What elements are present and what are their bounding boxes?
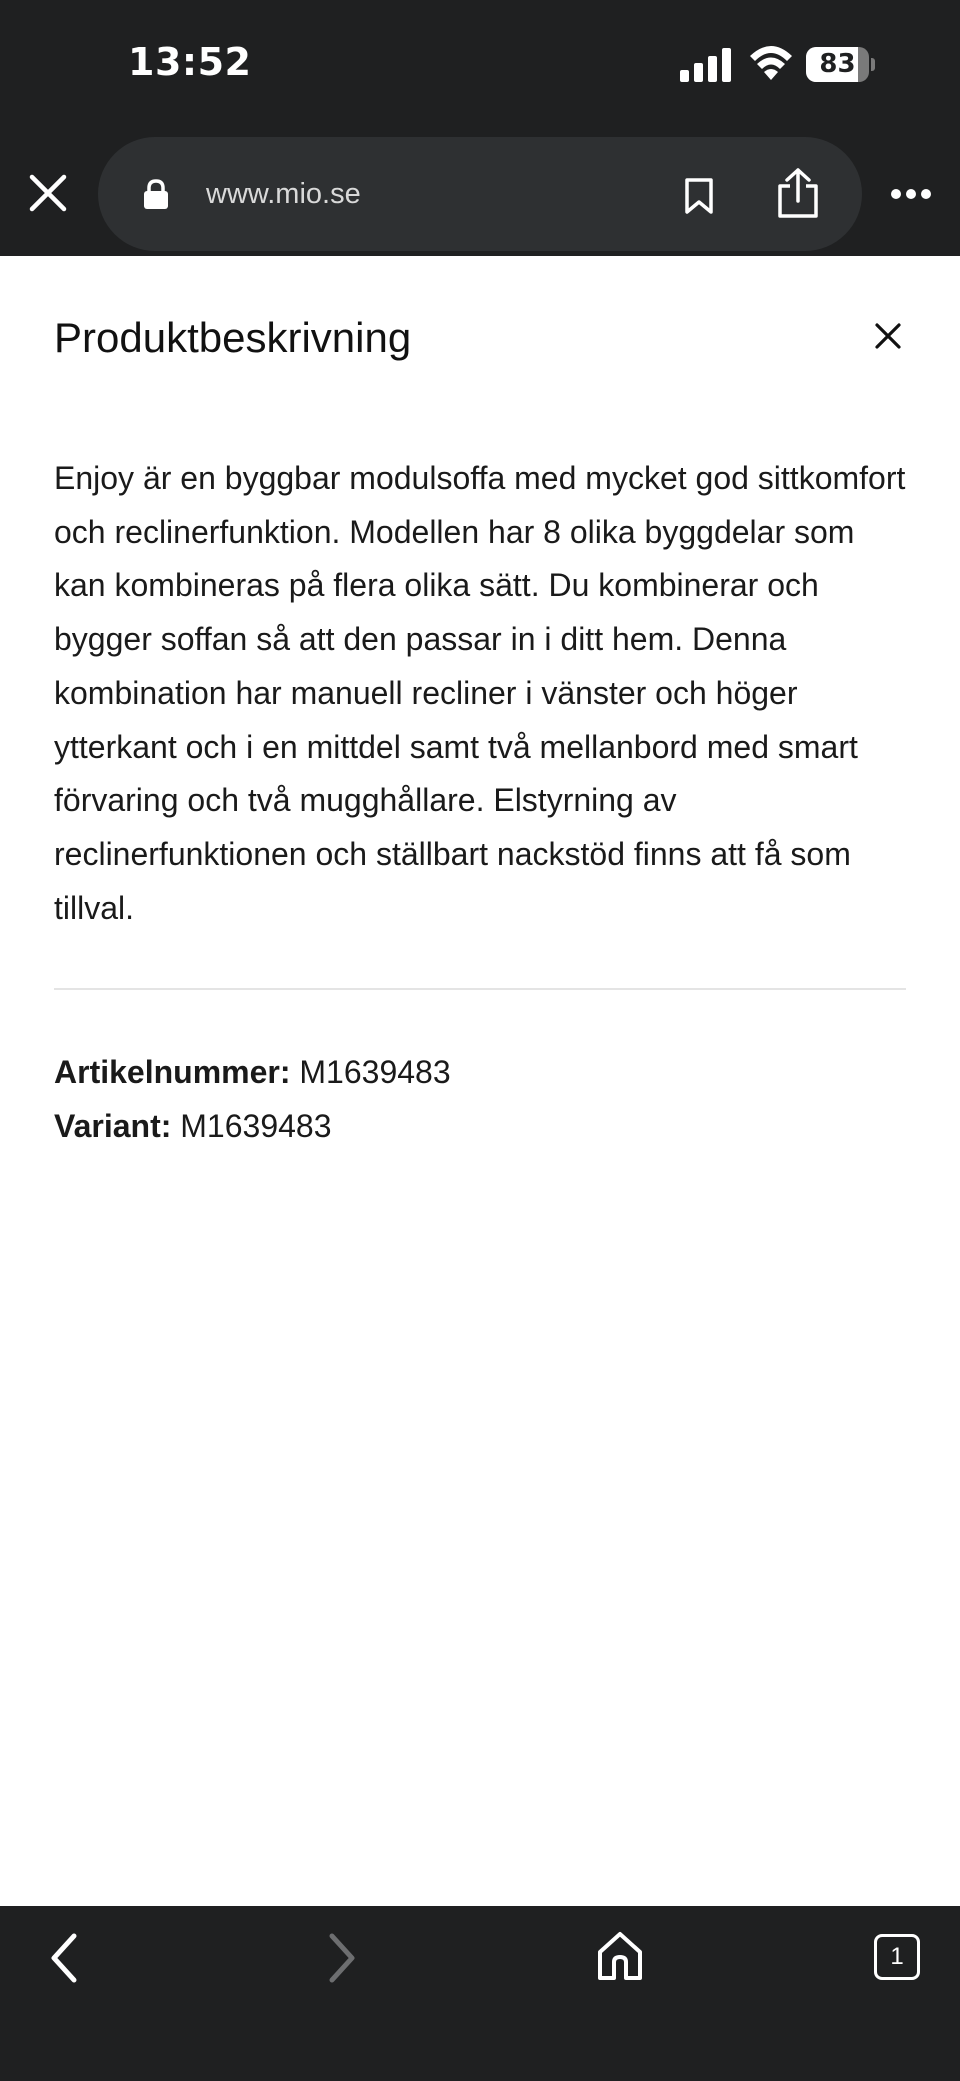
battery-indicator <box>806 47 874 82</box>
tabs-icon[interactable] <box>874 1934 920 1980</box>
more-icon[interactable] <box>890 188 932 200</box>
lock-icon <box>144 179 168 209</box>
status-time: 13:52 <box>128 40 252 84</box>
divider <box>54 988 906 990</box>
bookmark-icon[interactable] <box>682 177 716 215</box>
url-text[interactable]: www.mio.se <box>206 178 361 210</box>
wifi-icon <box>748 44 794 82</box>
article-number-label: Artikelnummer: <box>54 1054 291 1090</box>
status-bar <box>0 0 960 130</box>
panel-title: Produktbeskrivning <box>54 314 412 361</box>
browser-bottom-bar <box>0 1906 960 2081</box>
article-number-row <box>54 1046 451 1098</box>
share-icon[interactable] <box>774 167 822 219</box>
variant-label: Variant: <box>54 1108 172 1144</box>
close-panel-icon[interactable] <box>874 322 902 350</box>
address-bar[interactable] <box>98 137 862 251</box>
battery-percent: 83 <box>819 49 856 79</box>
browser-top-chrome <box>0 0 960 256</box>
tab-count: 1 <box>890 1943 904 1970</box>
cellular-signal-icon <box>680 48 732 82</box>
article-number-value: M1639483 <box>299 1054 451 1090</box>
chevron-left-icon[interactable] <box>44 1930 84 1986</box>
product-description: Enjoy är en byggbar modulsoffa med mycket god sittkomfort och reclinerfunktion. Modellen har 8 olika byggdelar som kan kombineras på flera olika sätt. Du kombinerar och bygger soffan så att den passar in i ditt hem. Denna kombination har manuell recliner i vänster och höger ytterkant och i en mittdel samt två mellanbord med smart förvaring och två mugghållare. Elstyrning av reclinerfunktionen och ställbart nackstöd finns att få som tillval. <box>54 460 906 926</box>
home-icon[interactable] <box>596 1930 644 1982</box>
variant-row <box>54 1100 332 1152</box>
close-icon[interactable] <box>28 173 68 213</box>
chevron-right-icon[interactable] <box>322 1930 362 1986</box>
variant-value: M1639483 <box>180 1108 332 1144</box>
